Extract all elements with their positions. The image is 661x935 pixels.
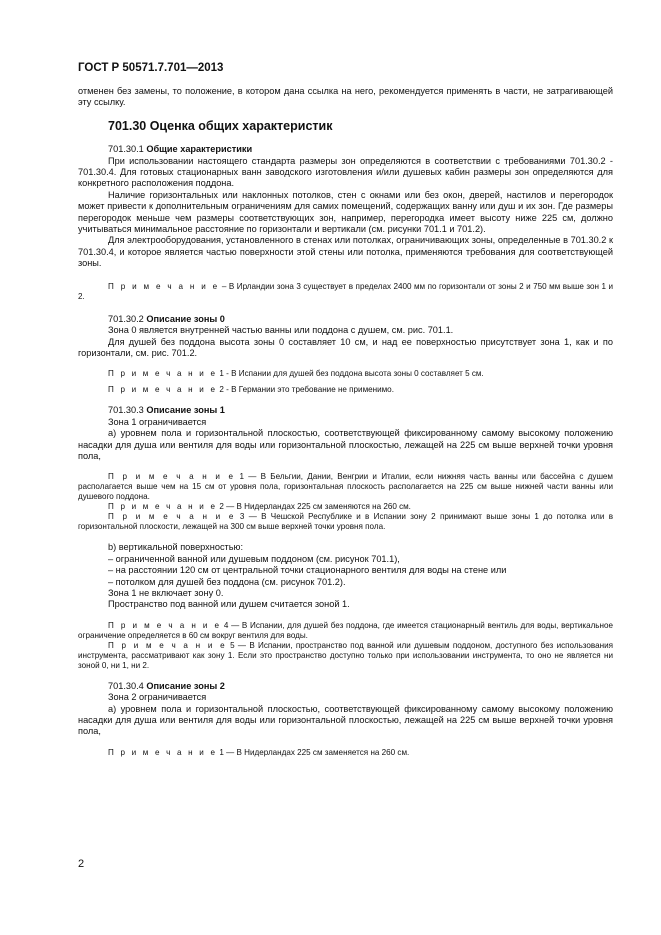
paragraph: Зона 1 ограничивается bbox=[108, 416, 207, 427]
note bbox=[78, 621, 613, 641]
document-header: ГОСТ Р 50571.7.701—2013 bbox=[78, 62, 224, 74]
subsection-title: Описание зоны 2 bbox=[146, 680, 225, 691]
note-label: П р и м е ч а н и е bbox=[108, 747, 218, 757]
paragraph: а) уровнем пола и горизонтальной плоскостью, соответствующей фиксированному самому высокому положению насадки для душа или вентиля для воды или горизонтальной плоскостью, лежащей на 225 см выше верхней точки уровня пола, bbox=[78, 428, 613, 461]
subsection-701-30-3-heading bbox=[78, 405, 613, 416]
note-text: 1 — В Бельгии, Дании, Венгрии и Италии, если нижняя часть ванны или бассейна с душем располагается выше чем на 15 см от уровня пола, горизонтальная плоскость располагается на 225 см выше нижней части ванны или душевого поддона. bbox=[78, 472, 614, 502]
note-label: П р и м е ч а н и е bbox=[108, 369, 218, 379]
note-text: 3 — В Чешской Республике и в Испании зону 2 принимают выше зоны 1 до потолка или в горизонтальной плоскости, лежащей на 300 см выше верхней точки уровня пола. bbox=[78, 512, 613, 532]
note bbox=[78, 472, 613, 502]
note-label: П р и м е ч а н и е bbox=[108, 502, 218, 512]
list-item: – ограниченной ванной или душевым поддоном (см. рисунок 701.1), bbox=[108, 553, 400, 564]
note bbox=[78, 282, 613, 302]
subsection-title: Описание зоны 0 bbox=[146, 313, 225, 324]
list-item: – потолком для душей без поддона (см. рисунок 701.2). bbox=[108, 576, 346, 587]
note-label: П р и м е ч а н и е bbox=[108, 620, 222, 630]
paragraph: Зона 0 является внутренней частью ванны или поддона с душем, см. рис. 701.1. bbox=[108, 325, 454, 336]
paragraph: Для душей без поддона высота зоны 0 составляет 10 см, и над ее поверхностью присутствует зона 1, как и по горизонтали, см. рис. 701.2. bbox=[78, 336, 613, 358]
paragraph: а) уровнем пола и горизонтальной плоскостью, соответствующей фиксированному самому высокому положению насадки для душа или вентиля для воды или горизонтальной плоскостью, лежащей на 225 см выше верхней точки уровня пола, bbox=[78, 703, 613, 737]
note bbox=[78, 512, 613, 532]
paragraph: Пространство под ванной или душем считается зоной 1. bbox=[108, 599, 350, 610]
paragraph: Зона 2 ограничивается bbox=[108, 692, 207, 703]
note-text: 1 - В Испании для душей без поддона высота зоны 0 составляет 5 см. bbox=[217, 369, 484, 379]
subsection-number: 701.30.4 bbox=[108, 680, 144, 691]
note-label: П р и м е ч а н и е bbox=[108, 640, 227, 650]
subsection-number: 701.30.2 bbox=[108, 313, 144, 324]
note-text: 2 - В Германии это требование не применимо. bbox=[217, 385, 394, 395]
paragraph: b) вертикальной поверхностью: bbox=[108, 542, 243, 553]
subsection-701-30-4-heading bbox=[78, 681, 613, 692]
note-label: П р и м е ч а н и е bbox=[108, 512, 236, 522]
note bbox=[78, 502, 613, 512]
intro-paragraph: отменен без замены, то положение, в котором дана ссылка на него, рекомендуется применять в части, не затрагивающей эту ссылку. bbox=[78, 86, 613, 108]
note-text: 4 — В Испании, для душей без поддона, где имеется стационарный вентиль для воды, вертикальное ограничение определяется в 60 см вокруг вентиля для воды. bbox=[78, 620, 613, 640]
note-text: 5 — В Испании, пространство под ванной или душевым поддоном, доступного без использования инструмента, рассматривают как зону 1. Если это пространство доступно только при использовании инструмента, то оно не является ни зоной 0, ни 1, ни 2. bbox=[78, 640, 613, 670]
note bbox=[78, 748, 613, 758]
subsection-701-30-1-heading bbox=[78, 144, 613, 155]
note-text: 2 — В Нидерландах 225 см заменяются на 260 см. bbox=[217, 502, 411, 512]
page-content bbox=[78, 86, 613, 758]
subsection-title: Общие характеристики bbox=[146, 144, 253, 155]
note-label: П р и м е ч а н и е bbox=[108, 281, 220, 291]
note-text: 1 — В Нидерландах 225 см заменяется на 260 см. bbox=[217, 747, 410, 757]
note-label: П р и м е ч а н и е bbox=[108, 472, 236, 482]
note bbox=[78, 641, 613, 671]
page-number: 2 bbox=[78, 858, 85, 870]
note bbox=[78, 369, 613, 379]
section-title: 701.30 Оценка общих характеристик bbox=[108, 118, 333, 133]
paragraph: При использовании настоящего стандарта размеры зон определяются в соответствии с требованиями 701.30.2 - 701.30.4. Для готовых стационарных ванн заводского изготовления и/или душевых кабин размеры зон определяются для конкретного расположения поддона. bbox=[78, 155, 613, 189]
subsection-number: 701.30.1 bbox=[108, 144, 144, 155]
note-text: – В Ирландии зона 3 существует в пределах 2400 мм по горизонтали от зоны 2 и 750 мм выше зон 1 и 2. bbox=[78, 281, 613, 301]
paragraph: Зона 1 не включает зону 0. bbox=[108, 587, 224, 598]
subsection-number: 701.30.3 bbox=[108, 405, 144, 416]
subsection-701-30-2-heading bbox=[78, 314, 613, 325]
note-label: П р и м е ч а н и е bbox=[108, 385, 218, 395]
list-item: – на расстоянии 120 см от центральной точки стационарного вентиля для воды на стене или bbox=[108, 565, 507, 576]
subsection-title: Описание зоны 1 bbox=[146, 405, 225, 416]
paragraph: Для электрооборудования, установленного в стенах или потолках, ограничивающих зоны, определенные в 701.30.2 к 701.30.4, и которое является частью поверхности этой стены или потолка, применяются требования для соответствующей зоны. bbox=[78, 235, 613, 269]
paragraph: Наличие горизонтальных или наклонных потолков, стен с окнами или без окон, дверей, настилов и перегородок может привести к дополнительным ограничениям для самих помещений, содержащих ванну или душ и их зон. Где размеры перегородок меньше чем размеры соответствующих зон, например, перегородка имеет высоту ниже 225 см, должно учитываться минимальное расстояние по горизонтали и вертикали (см. рисунки 701.1 и 701.2). bbox=[78, 189, 613, 235]
note bbox=[78, 385, 613, 395]
